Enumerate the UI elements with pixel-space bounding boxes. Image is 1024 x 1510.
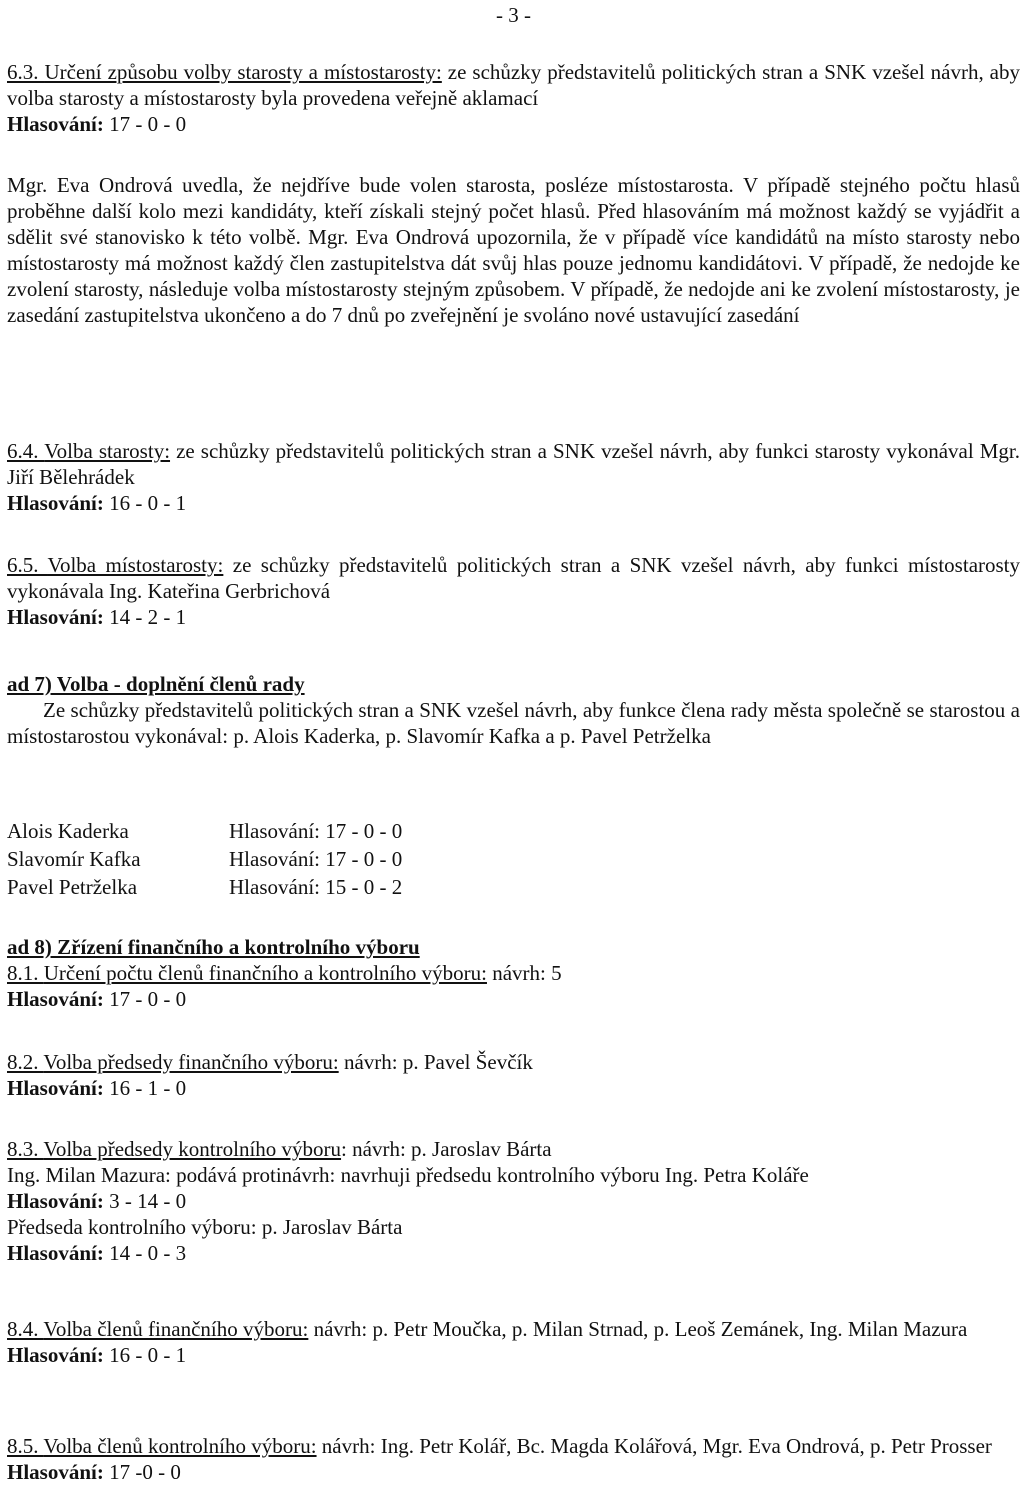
agenda-7-heading: ad 7) Volba - doplnění členů rady <box>7 672 305 696</box>
vote-line: Hlasování: 17 - 0 - 0 <box>7 112 187 136</box>
section-8-4-heading: 8.4. Volba členů finančního výboru: <box>7 1317 309 1341</box>
agenda-8-heading: ad 8) Zřízení finančního a kontrolního výboru <box>7 935 420 959</box>
section-8-1-text: 8.1. Určení počtu členů finančního a kontrolního výboru: návrh: 5 <box>7 961 562 985</box>
counter-proposal: Ing. Milan Mazura: podává protinávrh: navrhuji předsedu kontrolního výboru Ing. Petra Koláře <box>7 1163 809 1187</box>
section-8-2-heading: 8.2. Volba předsedy finančního výboru: <box>7 1050 339 1074</box>
section-8-4 <box>7 1316 1020 1368</box>
section-8-5-text: 8.5. Volba členů kontrolního výboru: návrh: Ing. Petr Kolář, Bc. Magda Kolářová, Mgr. Eva Ondrová, p. Petr Prosser <box>7 1434 992 1458</box>
section-8-3 <box>7 1136 1020 1266</box>
vote-line: Hlasování: 16 - 0 - 1 <box>7 1343 187 1367</box>
vote-line: Hlasování: 16 - 1 - 0 <box>7 1076 187 1100</box>
section-8-4-text: 8.4. Volba členů finančního výboru: návrh: p. Petr Moučka, p. Milan Strnad, p. Leoš Zemánek, Ing. Milan Mazura <box>7 1317 968 1341</box>
section-8-5 <box>7 1433 1020 1485</box>
vote-line: Hlasování: 17 -0 - 0 <box>7 1460 181 1484</box>
section-6-5-text: 6.5. Volba místostarosty: ze schůzky představitelů politických stran a SNK vzešel návrh, aby funkci místostarosty vykonávala Ing. Kateřina Gerbrichová <box>7 553 1021 603</box>
vote-line: Hlasování: 14 - 2 - 1 <box>7 605 187 629</box>
agenda-7-text: Ze schůzky představitelů politických stran a SNK vzešel návrh, aby funkce člena rady města společně se starostou a místostarostou vykonával: p. Alois Kaderka, p. Slavomír Kafka a p. Pavel Petrželka <box>7 698 1020 748</box>
section-8-2 <box>7 1049 1020 1101</box>
section-8-3-heading: 8.3. Volba předsedy kontrolního výboru <box>7 1137 342 1161</box>
section-8-1-heading: 8.1. Určení počtu členů finančního a kontrolního výboru: <box>7 961 487 985</box>
vote-line: Hlasování: 3 - 14 - 0 <box>7 1189 187 1213</box>
section-6-5-heading: 6.5. Volba místostarosty: <box>7 553 224 577</box>
section-6-4 <box>7 438 1020 516</box>
section-6-4-heading: 6.4. Volba starosty: <box>7 439 171 463</box>
page-number: - 3 - <box>496 3 531 27</box>
section-8-5-heading: 8.5. Volba členů kontrolního výboru: <box>7 1434 317 1458</box>
agenda-item-8 <box>7 934 1020 1012</box>
vote-line: Hlasování: 17 - 0 - 0 <box>7 987 187 1011</box>
section-6-3 <box>7 59 1020 137</box>
section-6-4-text: 6.4. Volba starosty: ze schůzky představitelů politických stran a SNK vzešel návrh, aby funkci starosty vykonával Mgr. Jiří Bělehrádek <box>7 439 1020 489</box>
agenda-item-7 <box>7 671 1020 749</box>
section-6-5 <box>7 552 1020 630</box>
section-6-3-heading: 6.3. Určení způsobu volby starosty a místostarosty: <box>7 60 442 84</box>
section-6-3-paragraph: Mgr. Eva Ondrová uvedla, že nejdříve bude volen starosta, posléze místostarosta. V případě stejného počtu hlasů proběhne další kolo mezi kandidáty, kteří získali stejný počet hlasů. Před hlasováním má možnost každý se vyjádřit a sdělit své stanovisko k této volbě. Mgr. Eva Ondrová upozornila, že v případě více kandidátů na místo starosty nebo místostarosty má možnost každý člen zastupitelstva dát svůj hlas pouze jednomu kandidátovi. V případě, že nedojde ke zvolení starosty, následuje volba místostarosty stejným způsobem. V případě, že nedojde ani ke zvolení místostarosty, je zasedání zastupitelstva ukončeno a do 7 dnů po zveřejnění je svoláno nové ustavující zasedání <box>7 173 1020 327</box>
vote-line: Hlasování: 16 - 0 - 1 <box>7 491 187 515</box>
committee-chair: Předseda kontrolního výboru: p. Jaroslav Bárta <box>7 1215 403 1239</box>
section-6-3-text: 6.3. Určení způsobu volby starosty a místostarosty: ze schůzky představitelů politických stran a SNK vzešel návrh, aby volba starosty a místostarosty byla provedena veřejně aklamací <box>7 60 1021 110</box>
vote-line: Hlasování: 14 - 0 - 3 <box>7 1241 187 1265</box>
section-8-3-text: 8.3. Volba předsedy kontrolního výboru: návrh: p. Jaroslav Bárta <box>7 1137 552 1161</box>
section-8-2-text: 8.2. Volba předsedy finančního výboru: návrh: p. Pavel Ševčík <box>7 1050 533 1074</box>
